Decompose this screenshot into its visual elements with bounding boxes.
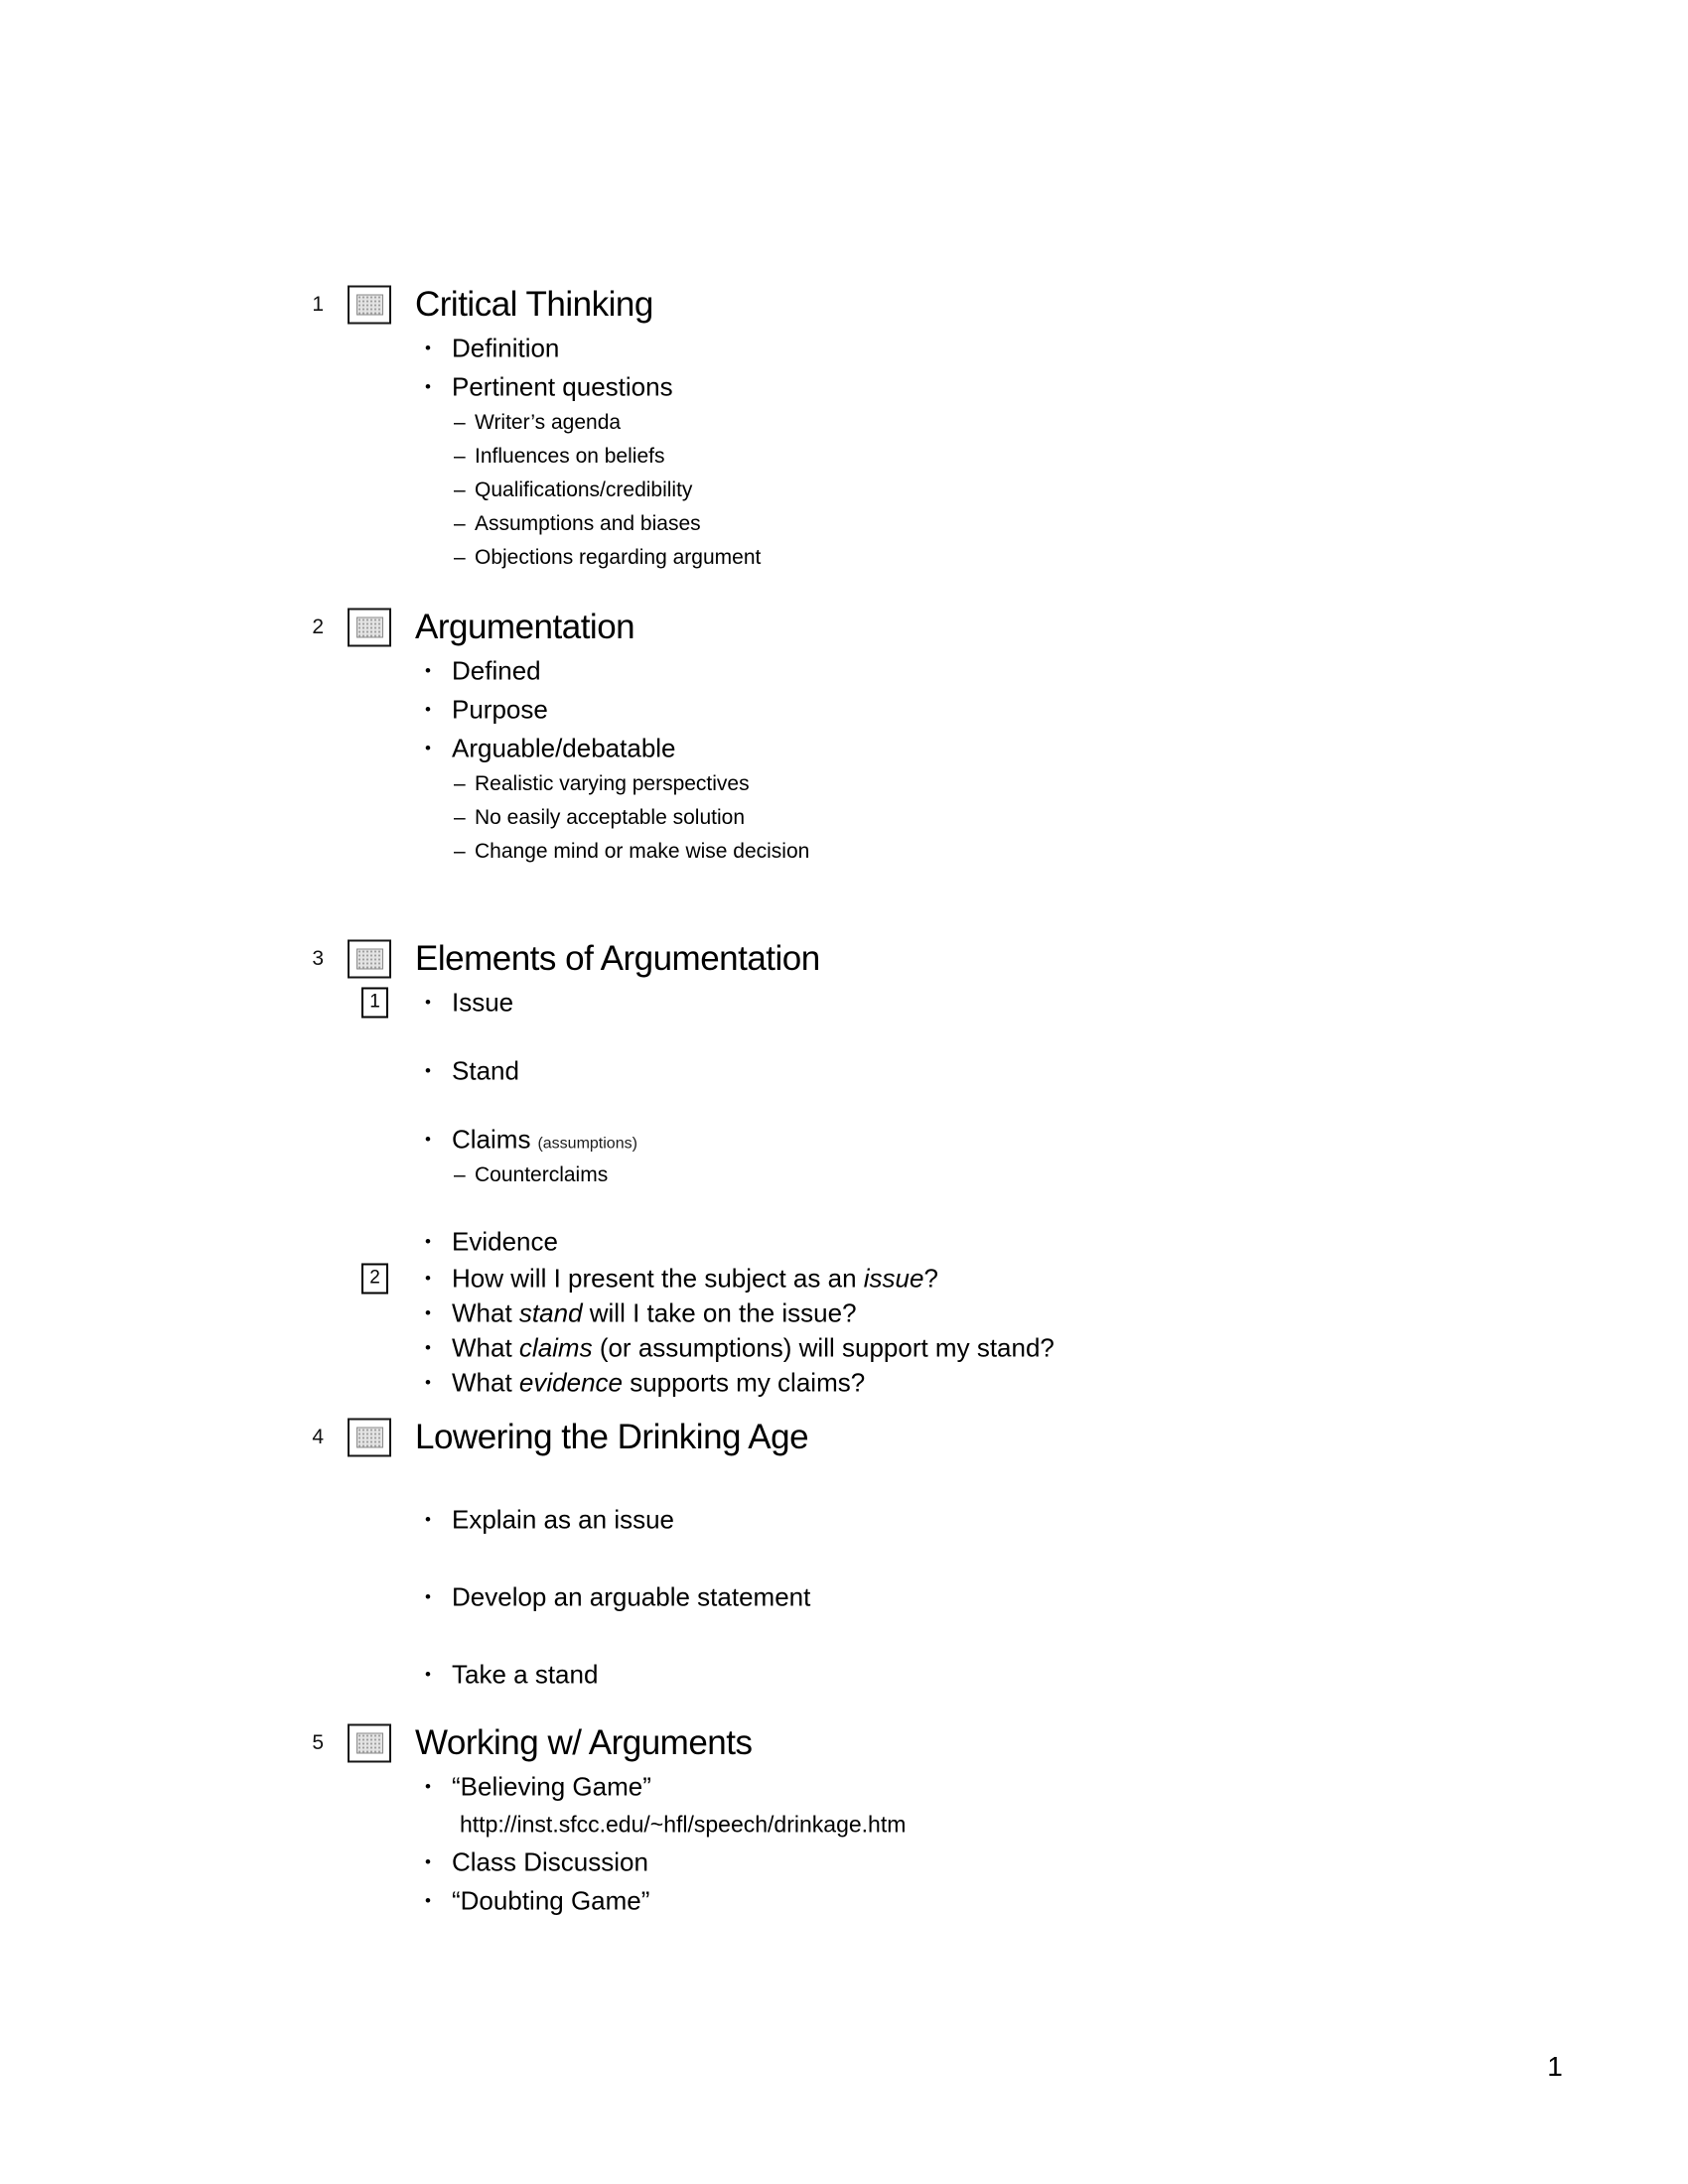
bullet-text bbox=[452, 1124, 637, 1155]
slide-icon bbox=[348, 286, 391, 325]
text-segment: (or assumptions) will support my stand? bbox=[592, 1332, 1055, 1362]
text-segment: Evidence bbox=[452, 1226, 558, 1256]
blank-line bbox=[0, 1022, 1688, 1051]
text-segment: Explain as an issue bbox=[452, 1504, 675, 1534]
bullet-text bbox=[475, 546, 761, 570]
outline-bullet bbox=[0, 1500, 1688, 1539]
outline-subbullet bbox=[0, 440, 1688, 474]
text-segment: supports my claims? bbox=[623, 1367, 866, 1397]
dash-bullet-icon: – bbox=[454, 445, 466, 468]
outline-section bbox=[0, 604, 1688, 869]
outline-subbullet bbox=[0, 1159, 1688, 1192]
text-segment: Develop an arguable statement bbox=[452, 1581, 811, 1611]
bullet-text bbox=[452, 694, 548, 725]
bullet-text bbox=[452, 987, 513, 1018]
dot-bullet-icon: • bbox=[425, 992, 431, 1012]
bullet-text bbox=[452, 1226, 558, 1257]
italic-term: stand bbox=[518, 1297, 583, 1327]
text-segment: How will I present the subject as an bbox=[452, 1263, 864, 1293]
blank-line bbox=[0, 1461, 1688, 1500]
slide-icon-thumbnail bbox=[356, 1733, 383, 1754]
outline-bullet bbox=[0, 1655, 1688, 1694]
bullet-text bbox=[452, 333, 559, 363]
text-segment: Arguable/debatable bbox=[452, 733, 676, 762]
text-segment: Class Discussion bbox=[452, 1846, 648, 1876]
dash-bullet-icon: – bbox=[454, 512, 466, 535]
bullet-text bbox=[475, 806, 745, 830]
url-line bbox=[0, 1806, 1688, 1843]
text-segment: What bbox=[452, 1332, 519, 1362]
outline-section bbox=[0, 281, 1688, 575]
dash-bullet-icon: – bbox=[454, 478, 466, 501]
page-number: 1 bbox=[1547, 2051, 1563, 2082]
slide-icon bbox=[348, 1724, 391, 1763]
slide-icon bbox=[348, 940, 391, 979]
outline-subbullet bbox=[0, 474, 1688, 507]
text-segment: Realistic varying perspectives bbox=[475, 772, 750, 795]
bullet-text bbox=[452, 655, 541, 686]
dot-bullet-icon: • bbox=[425, 376, 431, 396]
slide-number: 4 bbox=[312, 1426, 324, 1448]
text-segment: http://inst.sfcc.edu/~hfl/speech/drinkage.htm bbox=[460, 1811, 907, 1837]
bullet-text bbox=[452, 1367, 865, 1398]
dash-bullet-icon: – bbox=[454, 546, 466, 569]
bullet-text bbox=[475, 411, 621, 435]
section-header bbox=[0, 604, 1688, 651]
slide-number: 3 bbox=[312, 947, 324, 970]
slide-title: Critical Thinking bbox=[415, 285, 653, 324]
text-segment: What bbox=[452, 1367, 519, 1397]
blank-line bbox=[0, 1616, 1688, 1655]
bullet-text bbox=[460, 1811, 906, 1838]
dot-bullet-icon: • bbox=[425, 660, 431, 680]
bullet-text bbox=[452, 1055, 519, 1086]
presentation-outline bbox=[0, 281, 1688, 1920]
bullet-text bbox=[475, 478, 692, 502]
outline-bullet bbox=[0, 651, 1688, 690]
text-segment: Qualifications/credibility bbox=[475, 478, 693, 501]
text-segment: Stand bbox=[452, 1055, 519, 1085]
blank-line bbox=[0, 1090, 1688, 1120]
slide-icon bbox=[348, 1419, 391, 1457]
slide-title: Working w/ Arguments bbox=[415, 1723, 753, 1762]
outline-subbullet bbox=[0, 541, 1688, 575]
bullet-text bbox=[452, 1885, 649, 1916]
outline-subbullet bbox=[0, 507, 1688, 541]
section-header bbox=[0, 1414, 1688, 1461]
slide-number: 5 bbox=[312, 1731, 324, 1754]
outline-bullet bbox=[0, 1577, 1688, 1616]
dot-bullet-icon: • bbox=[425, 1509, 431, 1529]
dot-bullet-icon: • bbox=[425, 1060, 431, 1080]
outline-section bbox=[0, 1414, 1688, 1694]
outline-bullet bbox=[0, 1767, 1688, 1806]
bullet-text bbox=[452, 1332, 1055, 1363]
bullet-text bbox=[452, 371, 673, 402]
dot-bullet-icon: • bbox=[425, 738, 431, 757]
slide-icon-thumbnail bbox=[356, 617, 383, 638]
outline-subbullet bbox=[0, 801, 1688, 835]
slide-icon-thumbnail bbox=[356, 1428, 383, 1448]
text-segment: Influences on beliefs bbox=[475, 445, 665, 468]
slide-icon-thumbnail bbox=[356, 949, 383, 970]
text-segment: No easily acceptable solution bbox=[475, 806, 745, 829]
outline-bullet bbox=[0, 329, 1688, 367]
outline-subbullet bbox=[0, 406, 1688, 440]
outline-bullet bbox=[0, 729, 1688, 767]
outline-section bbox=[0, 935, 1688, 1400]
dash-bullet-icon: – bbox=[454, 1163, 466, 1186]
bullet-text bbox=[452, 1504, 674, 1535]
bullet-text bbox=[452, 1581, 810, 1612]
dot-bullet-icon: • bbox=[425, 1231, 431, 1251]
dot-bullet-icon: • bbox=[425, 699, 431, 719]
outline-bullet bbox=[0, 1051, 1688, 1090]
dot-bullet-icon: • bbox=[425, 1268, 431, 1288]
dot-bullet-icon: • bbox=[425, 1129, 431, 1149]
text-segment: Pertinent questions bbox=[452, 371, 673, 401]
italic-term: issue bbox=[863, 1263, 924, 1293]
dot-bullet-icon: • bbox=[425, 1337, 431, 1357]
dash-bullet-icon: – bbox=[454, 806, 466, 829]
outline-subbullet bbox=[0, 835, 1688, 869]
bullet-text bbox=[452, 1846, 648, 1877]
outline-bullet bbox=[0, 1222, 1688, 1261]
outline-bullet bbox=[0, 690, 1688, 729]
text-segment: Claims bbox=[452, 1124, 531, 1154]
dot-bullet-icon: • bbox=[425, 1302, 431, 1322]
animation-step-badge: 2 bbox=[361, 1263, 388, 1294]
section-header bbox=[0, 281, 1688, 329]
text-segment: Objections regarding argument bbox=[475, 546, 762, 569]
dot-bullet-icon: • bbox=[425, 1776, 431, 1796]
bullet-text bbox=[452, 1659, 598, 1690]
outline-bullet bbox=[0, 1330, 1688, 1365]
bullet-text bbox=[475, 772, 750, 796]
text-segment: Counterclaims bbox=[475, 1163, 609, 1186]
dash-bullet-icon: – bbox=[454, 840, 466, 863]
text-segment: will I take on the issue? bbox=[582, 1297, 857, 1327]
bullet-text bbox=[475, 840, 809, 864]
bullet-text bbox=[452, 1297, 857, 1328]
outline-bullet bbox=[0, 1120, 1688, 1159]
text-segment: Writer’s agenda bbox=[475, 411, 622, 434]
dot-bullet-icon: • bbox=[425, 1890, 431, 1910]
bullet-text bbox=[475, 1163, 608, 1187]
text-segment: What bbox=[452, 1297, 519, 1327]
bullet-text bbox=[452, 1263, 938, 1294]
text-segment: “Doubting Game” bbox=[452, 1885, 650, 1915]
bullet-text bbox=[452, 1771, 651, 1802]
slide-title: Elements of Argumentation bbox=[415, 939, 820, 978]
slide-icon bbox=[348, 609, 391, 647]
italic-term: claims bbox=[518, 1332, 593, 1362]
bullet-text bbox=[475, 512, 701, 536]
italic-term: evidence bbox=[518, 1367, 623, 1397]
text-segment: Change mind or make wise decision bbox=[475, 840, 810, 863]
outline-section bbox=[0, 1719, 1688, 1920]
text-segment: Assumptions and biases bbox=[475, 512, 701, 535]
blank-line bbox=[0, 1192, 1688, 1222]
text-segment: Defined bbox=[452, 655, 541, 685]
outline-bullet bbox=[0, 367, 1688, 406]
outline-bullet bbox=[0, 983, 1688, 1022]
animation-step-badge: 1 bbox=[361, 987, 388, 1018]
small-annotation: (assumptions) bbox=[537, 1135, 637, 1152]
slide-title: Argumentation bbox=[415, 608, 635, 646]
dot-bullet-icon: • bbox=[425, 1372, 431, 1392]
outline-bullet bbox=[0, 1365, 1688, 1400]
text-segment: “Believing Game” bbox=[452, 1771, 651, 1801]
dash-bullet-icon: – bbox=[454, 772, 466, 795]
outline-bullet bbox=[0, 1296, 1688, 1330]
slide-title: Lowering the Drinking Age bbox=[415, 1418, 809, 1456]
outline-bullet bbox=[0, 1843, 1688, 1881]
bullet-text bbox=[452, 733, 676, 763]
dot-bullet-icon: • bbox=[425, 1586, 431, 1606]
dash-bullet-icon: – bbox=[454, 411, 466, 434]
dot-bullet-icon: • bbox=[425, 1664, 431, 1684]
text-segment: Purpose bbox=[452, 694, 548, 724]
outline-bullet bbox=[0, 1881, 1688, 1920]
section-header bbox=[0, 935, 1688, 983]
text-segment: Definition bbox=[452, 333, 560, 362]
outline-bullet bbox=[0, 1261, 1688, 1296]
slide-icon-thumbnail bbox=[356, 295, 383, 316]
text-segment: Issue bbox=[452, 987, 514, 1017]
dot-bullet-icon: • bbox=[425, 1851, 431, 1871]
section-header bbox=[0, 1719, 1688, 1767]
bullet-text bbox=[475, 445, 664, 469]
text-segment: ? bbox=[923, 1263, 938, 1293]
slide-number: 2 bbox=[312, 615, 324, 638]
slide-number: 1 bbox=[312, 293, 324, 316]
dot-bullet-icon: • bbox=[425, 338, 431, 357]
text-segment: Take a stand bbox=[452, 1659, 599, 1689]
blank-line bbox=[0, 1539, 1688, 1577]
outline-subbullet bbox=[0, 767, 1688, 801]
